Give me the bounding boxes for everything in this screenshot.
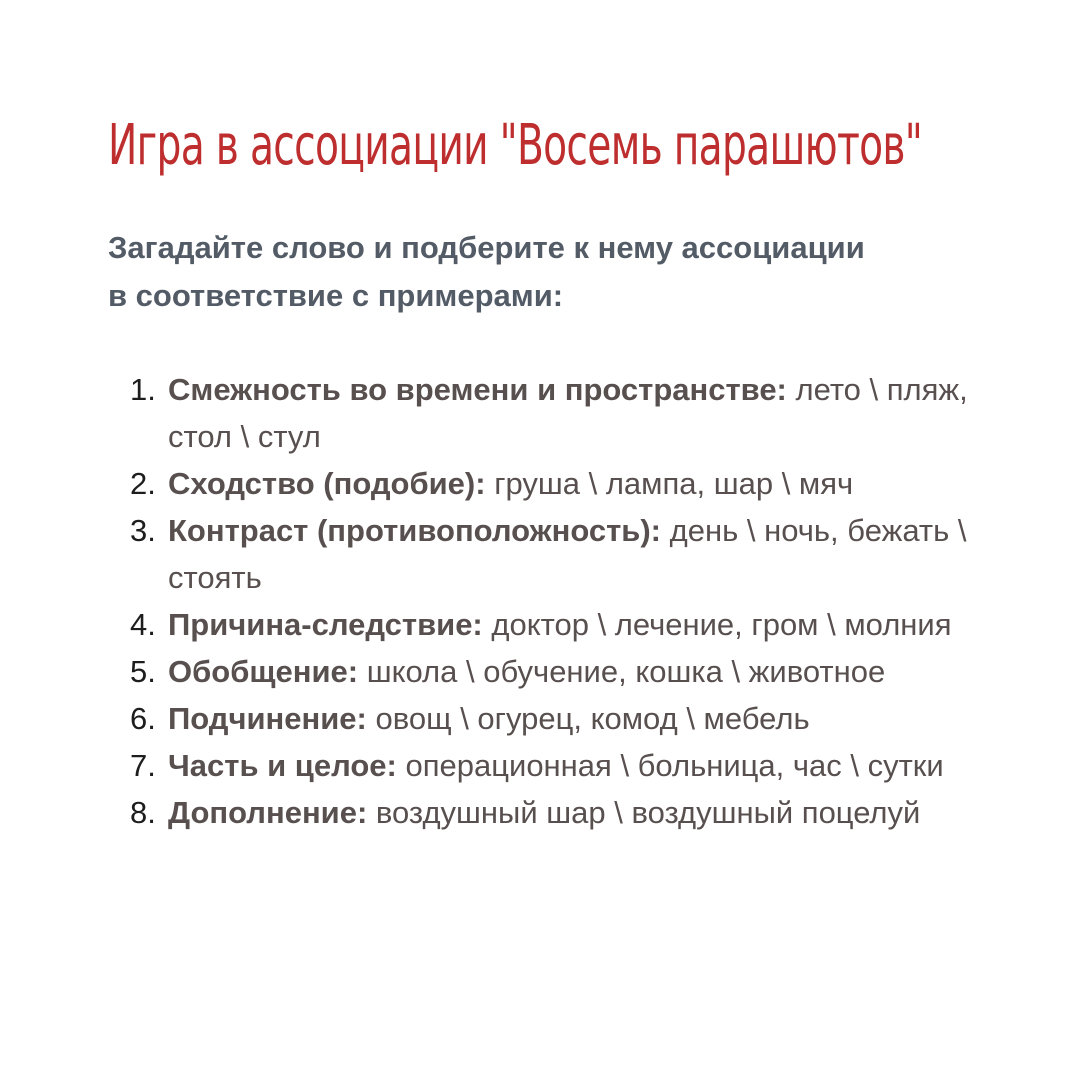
item-number: 8.: [130, 795, 156, 830]
item-term: Причина-следствие:: [168, 607, 483, 642]
list-item: [130, 789, 990, 836]
instructions-line-1: Загадайте слово и подберите к нему ассоциации: [108, 230, 865, 265]
list-item: [130, 695, 990, 742]
item-number: 5.: [130, 654, 156, 689]
list-item: [130, 366, 990, 460]
item-term: Дополнение:: [168, 795, 368, 830]
item-number: 2.: [130, 466, 156, 501]
item-number: 4.: [130, 607, 156, 642]
item-term: Обобщение:: [168, 654, 359, 689]
item-example: доктор \ лечение, гром \ молния: [491, 607, 952, 642]
item-number: 6.: [130, 701, 156, 736]
item-term: Подчинение:: [168, 701, 367, 736]
item-example: операционная \ больница, час \ сутки: [405, 748, 944, 783]
item-term: Контраст (противоположность):: [168, 513, 662, 548]
item-term: Часть и целое:: [168, 748, 397, 783]
list-item: [130, 742, 990, 789]
item-term: Сходство (подобие):: [168, 466, 486, 501]
instructions: [108, 224, 988, 320]
item-number: 7.: [130, 748, 156, 783]
item-number: 3.: [130, 513, 156, 548]
list-item: [130, 601, 990, 648]
item-example: день \ ночь, бежать \ стоять: [168, 513, 967, 595]
list-item: [130, 507, 990, 601]
item-example: груша \ лампа, шар \ мяч: [494, 466, 854, 501]
page-title: Игра в ассоциации "Восемь парашютов": [108, 113, 923, 178]
item-example: школа \ обучение, кошка \ животное: [366, 654, 886, 689]
item-example: воздушный шар \ воздушный поцелуй: [375, 795, 921, 830]
item-number: 1.: [130, 372, 156, 407]
list-item: [130, 648, 990, 695]
list-item: [130, 460, 990, 507]
item-term: Смежность во времени и пространстве:: [168, 372, 787, 407]
item-example: лето \ пляж, стол \ стул: [168, 372, 968, 454]
association-list: [130, 366, 990, 836]
instructions-line-2: в соответствие с примерами:: [108, 278, 564, 313]
item-example: овощ \ огурец, комод \ мебель: [375, 701, 810, 736]
